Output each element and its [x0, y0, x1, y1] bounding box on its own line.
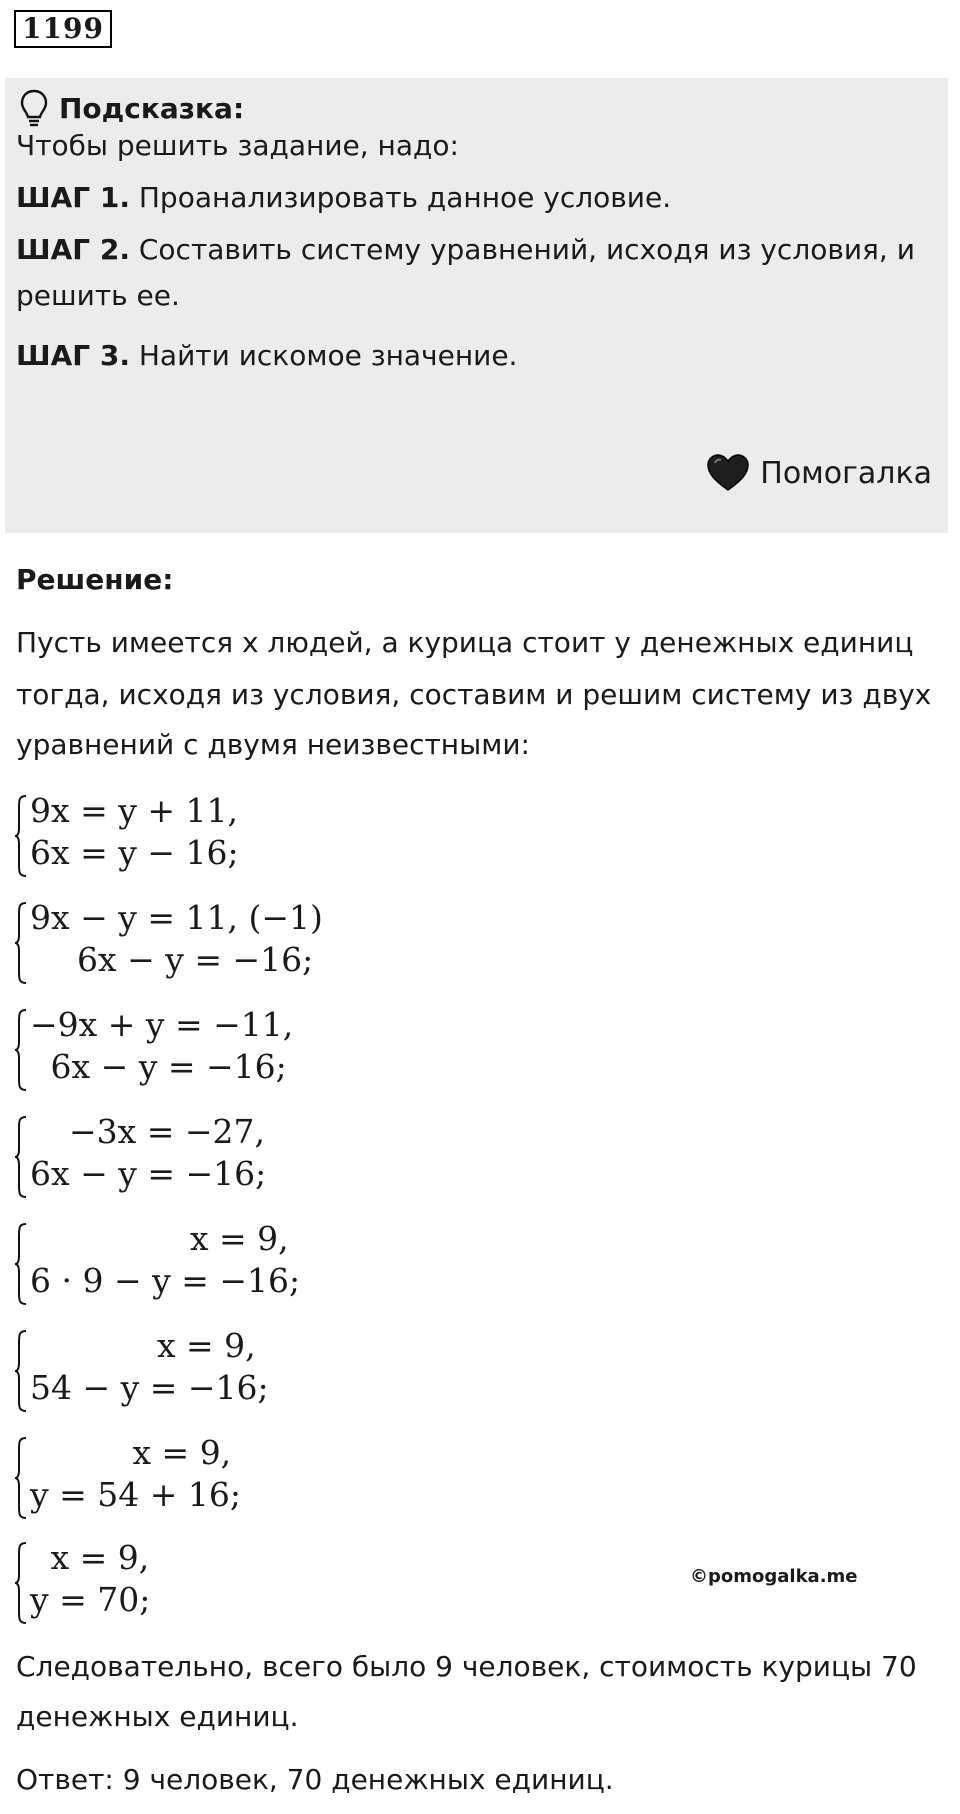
step-text: Составить систему уравнений, исходя из условия, и [129, 233, 915, 266]
step-label: ШАГ 2. [16, 233, 130, 266]
answer: Ответ: 9 человек, 70 денежных единиц. [16, 1763, 614, 1796]
solution-intro-3: уравнений с двумя неизвестными: [16, 728, 530, 761]
equation-line: −3x = −27, [48, 1112, 265, 1151]
solution-intro-1: Пусть имеется x людей, а курица стоит y денежных единиц [16, 626, 914, 659]
brace [14, 1329, 28, 1413]
step-text: решить ее. [16, 279, 180, 312]
equation-line: x = 9, [94, 1326, 256, 1365]
hint-step-2-cont [16, 270, 180, 322]
brace [14, 794, 28, 878]
step-text: Найти искомое значение. [129, 339, 518, 372]
conclusion-1: Следовательно, всего было 9 человек, стоимость курицы 70 [16, 1650, 917, 1683]
step-label: ШАГ 3. [16, 339, 130, 372]
solution-title: Решение: [16, 563, 174, 596]
brace [14, 1541, 28, 1625]
copyright: ©pomogalka.me [690, 1566, 858, 1587]
equation-line: 54 − y = −16; [30, 1368, 269, 1407]
equation-line: 6x − y = −16; [30, 1154, 267, 1193]
equation-line: 6x − y = −16; [56, 940, 314, 979]
brace [14, 1222, 28, 1306]
hint-step-1 [16, 172, 671, 224]
equation-line: 9x − y = 11, (−1) [30, 898, 323, 937]
hint-title: Подсказка: [59, 91, 245, 125]
step-text: Проанализировать данное условие. [129, 181, 672, 214]
task-number: 1199 [14, 10, 112, 48]
equation-line: x = 9, [80, 1433, 232, 1472]
equation-line: −9x + y = −11, [30, 1005, 294, 1044]
hint-step-3 [16, 330, 517, 382]
equation-line: 6x = y − 16; [30, 833, 239, 872]
solution-intro-2: тогда, исходя из условия, составим и решим систему из двух [16, 678, 932, 711]
brand-name: Помогалка [760, 455, 932, 491]
equation-line: x = 9, [106, 1219, 289, 1258]
brace [14, 901, 28, 985]
heart-icon [706, 453, 750, 493]
step-label: ШАГ 1. [16, 181, 130, 214]
brace [14, 1436, 28, 1520]
equation-line: x = 9, [40, 1538, 150, 1577]
equation-line: y = 54 + 16; [30, 1475, 242, 1514]
brace [14, 1115, 28, 1199]
equation-line: 6x − y = −16; [40, 1047, 287, 1086]
brand [706, 453, 932, 493]
hint-box [5, 78, 948, 533]
equation-line: y = 70; [30, 1580, 151, 1619]
hint-step-2 [16, 224, 915, 276]
conclusion-2: денежных единиц. [16, 1700, 299, 1733]
hint-intro: Чтобы решить задание, надо: [16, 129, 459, 162]
brace [14, 1008, 28, 1092]
equation-line: 9x = y + 11, [30, 791, 238, 830]
equation-line: 6 · 9 − y = −16; [30, 1261, 301, 1300]
